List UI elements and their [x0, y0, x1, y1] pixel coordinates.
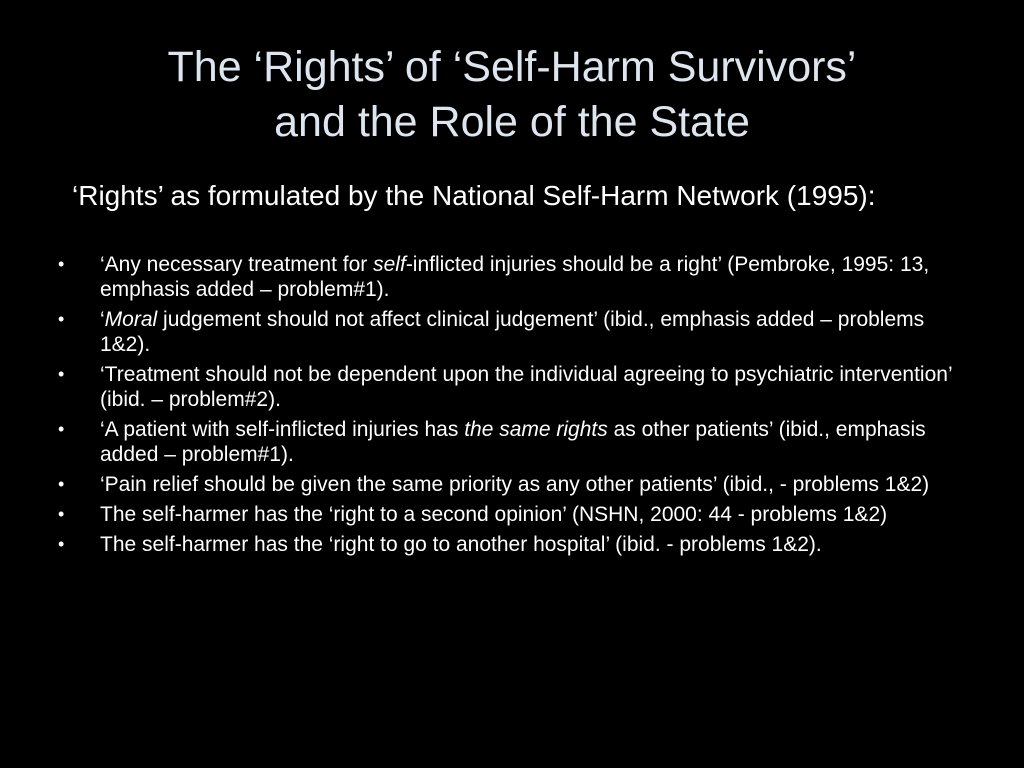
- bullet-item-4: [58, 417, 958, 467]
- bullet-text: ‘A patient with self-inflicted injuries has: [100, 418, 465, 441]
- bullet-text: -inflicted injuries should be a right’ (Pembroke, 1995: 13, emphasis added – problem#1).: [100, 253, 930, 301]
- bullet-icon: •: [58, 474, 65, 494]
- bullet-text: The self-harmer has the ‘right to a second opinion’ (NSHN, 2000: 44 - problems 1&2): [100, 503, 888, 526]
- bullet-list: [58, 252, 958, 562]
- bullet-emphasis: Moral: [104, 308, 158, 331]
- bullet-text: ‘Any necessary treatment for: [100, 253, 374, 276]
- bullet-text: ‘Pain relief should be given the same priority as any other patients’ (ibid., - problems 1&2): [100, 473, 930, 496]
- slide-title: [60, 40, 964, 150]
- intro-paragraph: ‘Rights’ as formulated by the National Self-Harm Network (1995):: [72, 180, 876, 211]
- bullet-item-3: [58, 362, 958, 412]
- bullet-icon: •: [58, 419, 65, 439]
- bullet-icon: •: [58, 364, 65, 384]
- bullet-item-5: [58, 472, 958, 497]
- bullet-text: The self-harmer has the ‘right to go to another hospital’ (ibid. - problems 1&2).: [100, 533, 822, 556]
- bullet-text: as other patients’ (ibid., emphasis added – problem#1).: [100, 418, 926, 466]
- slide-title-line-2: and the Role of the State: [274, 98, 750, 146]
- bullet-text: ‘Treatment should not be dependent upon the individual agreeing to psychiatric intervention’ (ibid. – problem#2).: [100, 363, 952, 411]
- bullet-icon: •: [58, 504, 65, 524]
- bullet-item-1: [58, 252, 958, 302]
- bullet-emphasis: self: [373, 253, 406, 276]
- bullet-item-2: [58, 307, 958, 357]
- bullet-emphasis: the same rights: [464, 418, 608, 441]
- slide-title-line-1: The ‘Rights’ of ‘Self-Harm Survivors’: [167, 43, 857, 91]
- bullet-item-6: [58, 502, 958, 527]
- bullet-icon: •: [58, 534, 65, 554]
- bullet-item-7: [58, 532, 958, 557]
- bullet-icon: •: [58, 254, 65, 274]
- bullet-text: ‘: [100, 308, 105, 331]
- bullet-icon: •: [58, 309, 65, 329]
- bullet-text: judgement should not affect clinical judgement’ (ibid., emphasis added – problems 1&2).: [100, 308, 925, 356]
